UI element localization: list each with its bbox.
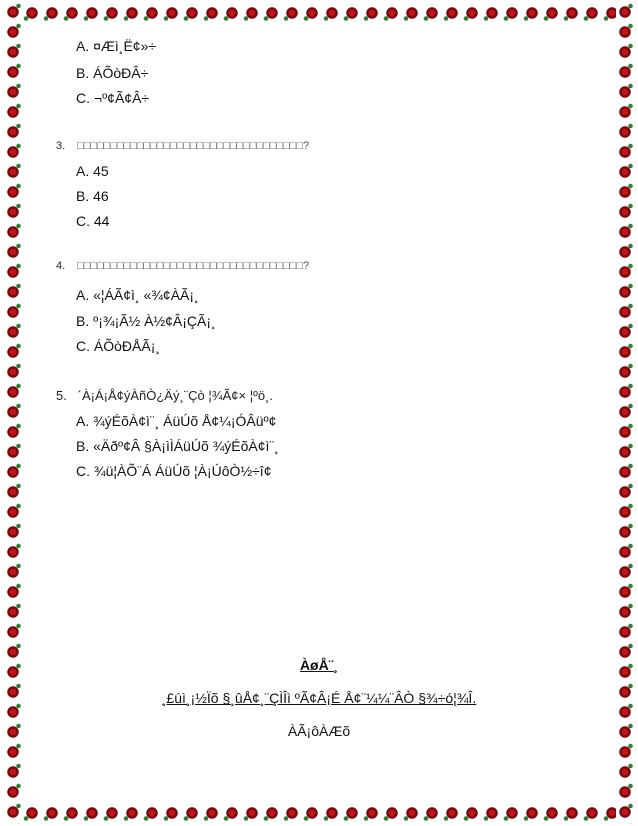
question-3-text: □□□□□□□□□□□□□□□□□□□□□□□□□□□□□□□□□□?: [77, 140, 310, 152]
q4-option-b: B. º¡¾¡Ã½ À½¢Â¡ÇÃ¡¸: [76, 313, 216, 329]
q2-option-c: C. ¬º¢Ã¢Â÷: [76, 90, 150, 106]
q3-option-c: C. 44: [76, 213, 110, 229]
q2-option-a: A. ¤Æì¸Ë¢»÷: [76, 38, 157, 54]
question-4: [56, 260, 309, 272]
question-3: [56, 140, 309, 152]
footer-signature: ÀÃ¡ôÀÆõ: [287, 723, 351, 739]
q5-option-a: A. ¾ýÉõÀ¢ì¨¸ ÁüÚõ Å¢¼¡ÓÂüº¢: [76, 413, 277, 429]
question-4-number: 4.: [56, 260, 66, 272]
q5-option-c: C. ¾ü¦ÀÕ¨Á ÁüÚõ ¦À¡ÚôÒ½÷î¢: [76, 463, 272, 479]
q3-option-b: B. 46: [76, 188, 109, 204]
q3-option-a: A. 45: [76, 163, 109, 179]
q4-option-c: C. ÁÕòÐÅÃ¡¸: [76, 338, 161, 354]
question-5: [56, 388, 273, 403]
q2-option-b: B. ÁÕòÐÂ÷: [76, 65, 149, 81]
q4-option-a: A. «¦ÁÃ¢ì¸ «¾¢ÀÃ¡¸: [76, 287, 199, 303]
footer-subtitle: ¸£úì¸¡½Ïõ §¸ûÅ¢¸¨ÇÌÎì ºÃ¢Â¡É Å¢¨¼¼¨ÂÒ §¾÷ó¦¾Î.: [161, 690, 477, 706]
question-5-text: ´À¡Á¡Å¢ýÀñÒ¿Äý¸¨Çò ¦¾Ã¢× ¦ºö¸.: [77, 388, 273, 403]
question-3-number: 3.: [56, 140, 66, 152]
question-4-text: □□□□□□□□□□□□□□□□□□□□□□□□□□□□□□□□□□?: [77, 260, 310, 272]
question-5-number: 5.: [56, 388, 67, 403]
footer-title: ÀøÅ¨¸: [299, 657, 339, 673]
q5-option-b: B. «Äðº¢Â §À¡ìÌÁüÚõ ¾ýÉõÀ¢ì¨¸: [76, 438, 279, 454]
